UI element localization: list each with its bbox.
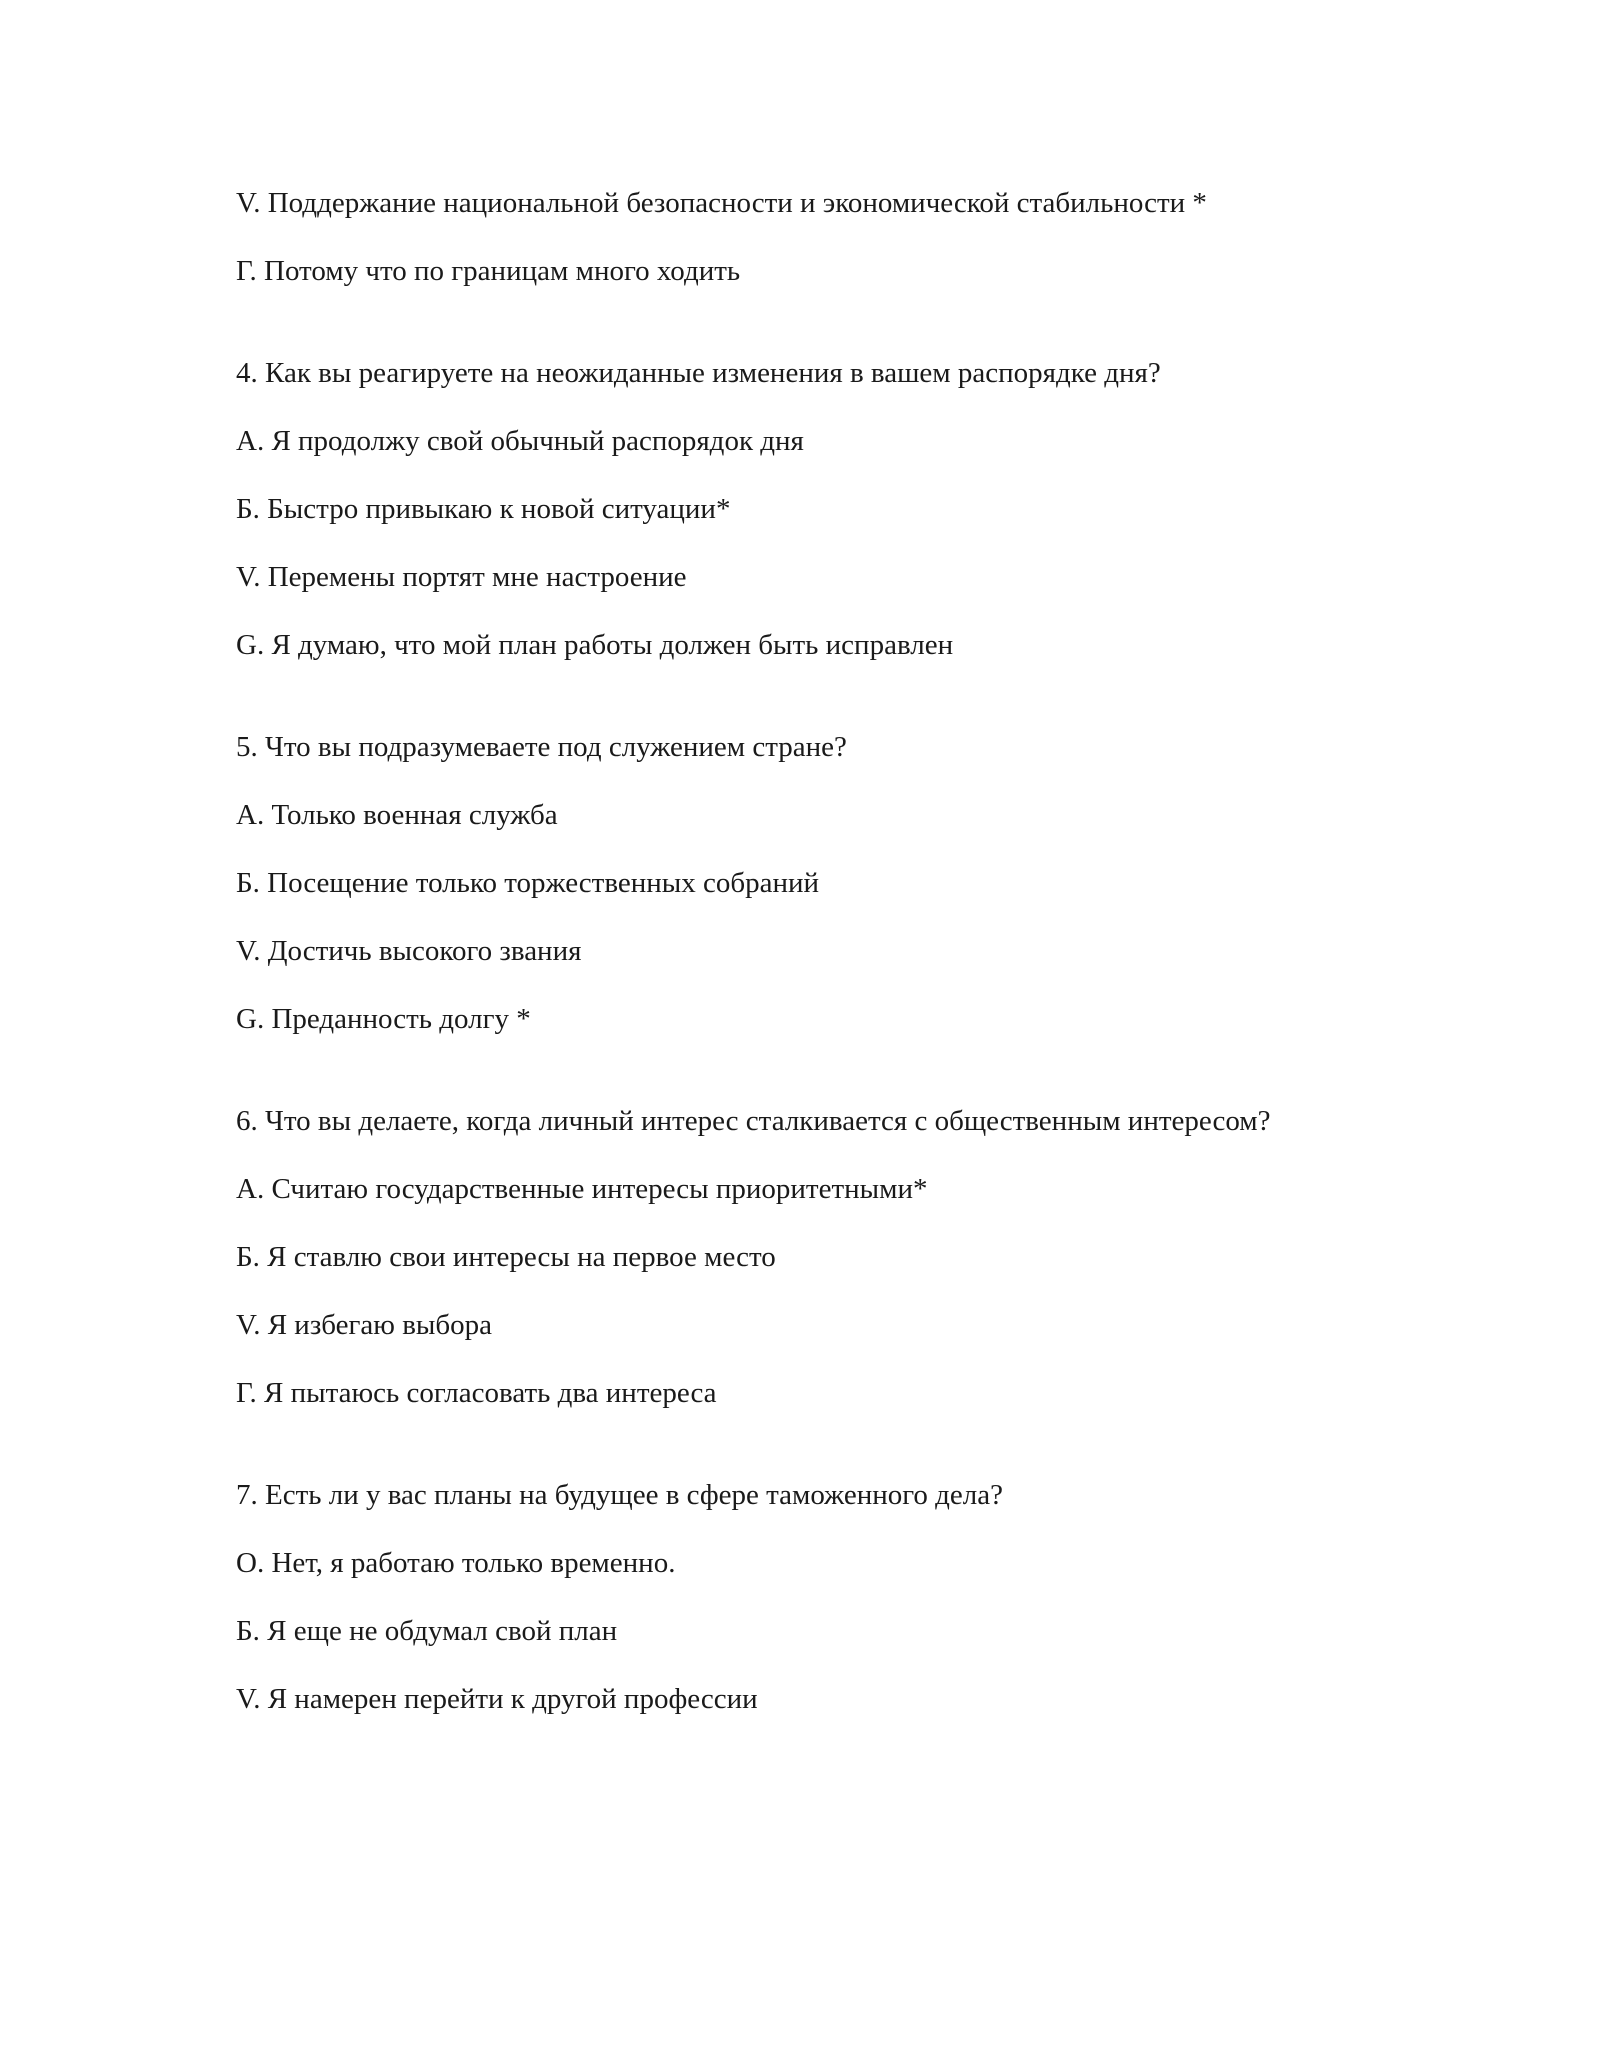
option-line: G. Я думаю, что мой план работы должен быть исправлен [236,629,954,661]
option-line: Г. Я пытаюсь согласовать два интереса [236,1377,717,1409]
question-block-6 [236,1104,1486,1410]
option-line: А. Я продолжу свой обычный распорядок дня [236,425,804,457]
option-line: V. Я намерен перейти к другой профессии [236,1683,758,1715]
question-text: 7. Есть ли у вас планы на будущее в сфере таможенного дела? [236,1479,1003,1511]
questionnaire-content [236,186,1486,1750]
option-line: Б. Я еще не обдумал свой план [236,1615,618,1647]
option-line: Б. Я ставлю свои интересы на первое место [236,1241,776,1273]
option-line: V. Поддержание национальной безопасности и экономической стабильности * [236,187,1207,219]
option-line: G. Преданность долгу * [236,1003,531,1035]
question-block-7 [236,1478,1486,1716]
option-line: О. Нет, я работаю только временно. [236,1547,676,1579]
option-line: Б. Посещение только торжественных собраний [236,867,820,899]
option-line: V. Достичь высокого звания [236,935,582,967]
question-block-4 [236,356,1486,662]
option-line: А. Только военная служба [236,799,558,831]
question-text: 5. Что вы подразумеваете под служением стране? [236,731,847,763]
option-line: А. Считаю государственные интересы приоритетными* [236,1173,928,1205]
question-block-5 [236,730,1486,1036]
question-text: 6. Что вы делаете, когда личный интерес сталкивается с общественным интересом? [236,1105,1271,1137]
option-line: Б. Быстро привыкаю к новой ситуации* [236,493,731,525]
option-line: V. Перемены портят мне настроение [236,561,687,593]
question-text: 4. Как вы реагируете на неожиданные изменения в вашем распорядке дня? [236,357,1161,389]
option-line: Г. Потому что по границам много ходить [236,255,741,287]
question-block-3-continued [236,186,1486,288]
option-line: V. Я избегаю выбора [236,1309,493,1341]
